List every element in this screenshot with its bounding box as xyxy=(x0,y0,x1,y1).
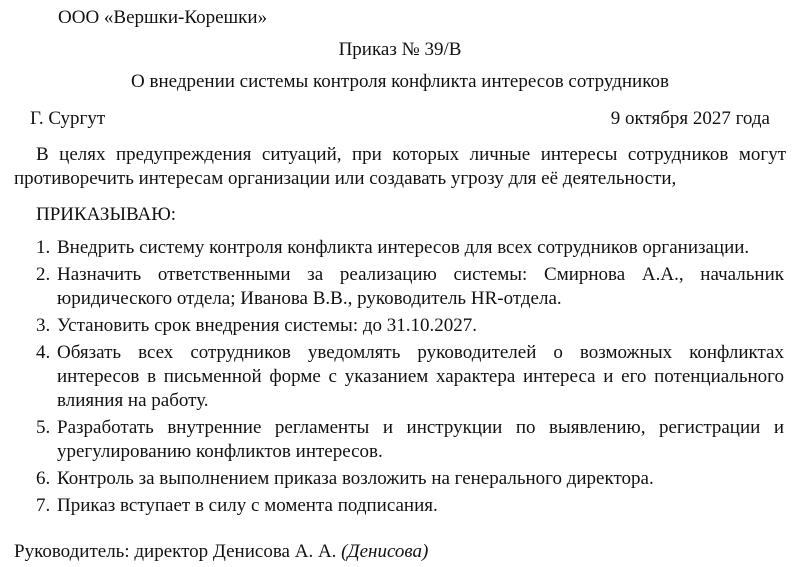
order-item xyxy=(0,263,800,311)
order-title: Приказ № 39/В xyxy=(338,39,462,60)
order-item xyxy=(0,236,800,260)
signature-label: Руководитель: директор Денисова А. А. xyxy=(14,541,337,562)
order-item-text: Внедрить систему контроля конфликта интересов для всех сотрудников организации. xyxy=(57,237,750,258)
order-item xyxy=(0,467,800,491)
organization-name: ООО «Вершки-Корешки» xyxy=(58,7,268,28)
order-item xyxy=(0,314,800,338)
order-item-text: Назначить ответственными за реализацию системы: Смирнова А.А., начальник юридического отдела; Иванова В.В., руководитель HR-отдела. xyxy=(57,264,784,309)
order-item-number: 1. xyxy=(36,237,51,258)
order-item xyxy=(0,494,800,518)
order-item-number: 5. xyxy=(36,417,51,438)
order-subject: О внедрении системы контроля конфликта интересов сотрудников xyxy=(131,71,669,92)
order-date: 9 октября 2027 года xyxy=(610,108,770,129)
order-item-number: 2. xyxy=(36,264,51,285)
order-preamble: В целях предупреждения ситуаций, при которых личные интересы сотрудников могут противоречить интересам организации или создавать угрозу для её деятельности, xyxy=(14,144,786,189)
signature-line xyxy=(14,540,428,564)
order-item-text: Обязать всех сотрудников уведомлять руководителей о возможных конфликтах интересов в письменной форме с указанием характера интереса и его потенциального влияния на работу. xyxy=(57,342,784,411)
order-item xyxy=(0,416,800,464)
order-items-list xyxy=(0,236,800,521)
order-item-number: 3. xyxy=(36,315,51,336)
order-item-text: Установить срок внедрения системы: до 31.10.2027. xyxy=(57,315,478,336)
order-item xyxy=(0,341,800,413)
orders-heading: ПРИКАЗЫВАЮ: xyxy=(36,204,177,225)
order-item-text: Контроль за выполнением приказа возложить на генерального директора. xyxy=(57,468,654,489)
order-item-number: 7. xyxy=(36,495,51,516)
order-item-number: 4. xyxy=(36,342,51,363)
signature-name: (Денисова) xyxy=(341,541,429,562)
order-item-number: 6. xyxy=(36,468,51,489)
order-item-text: Приказ вступает в силу с момента подписания. xyxy=(57,495,438,516)
order-item-text: Разработать внутренние регламенты и инструкции по выявлению, регистрации и урегулированию конфликтов интересов. xyxy=(57,417,784,462)
order-place: Г. Сургут xyxy=(30,108,106,129)
